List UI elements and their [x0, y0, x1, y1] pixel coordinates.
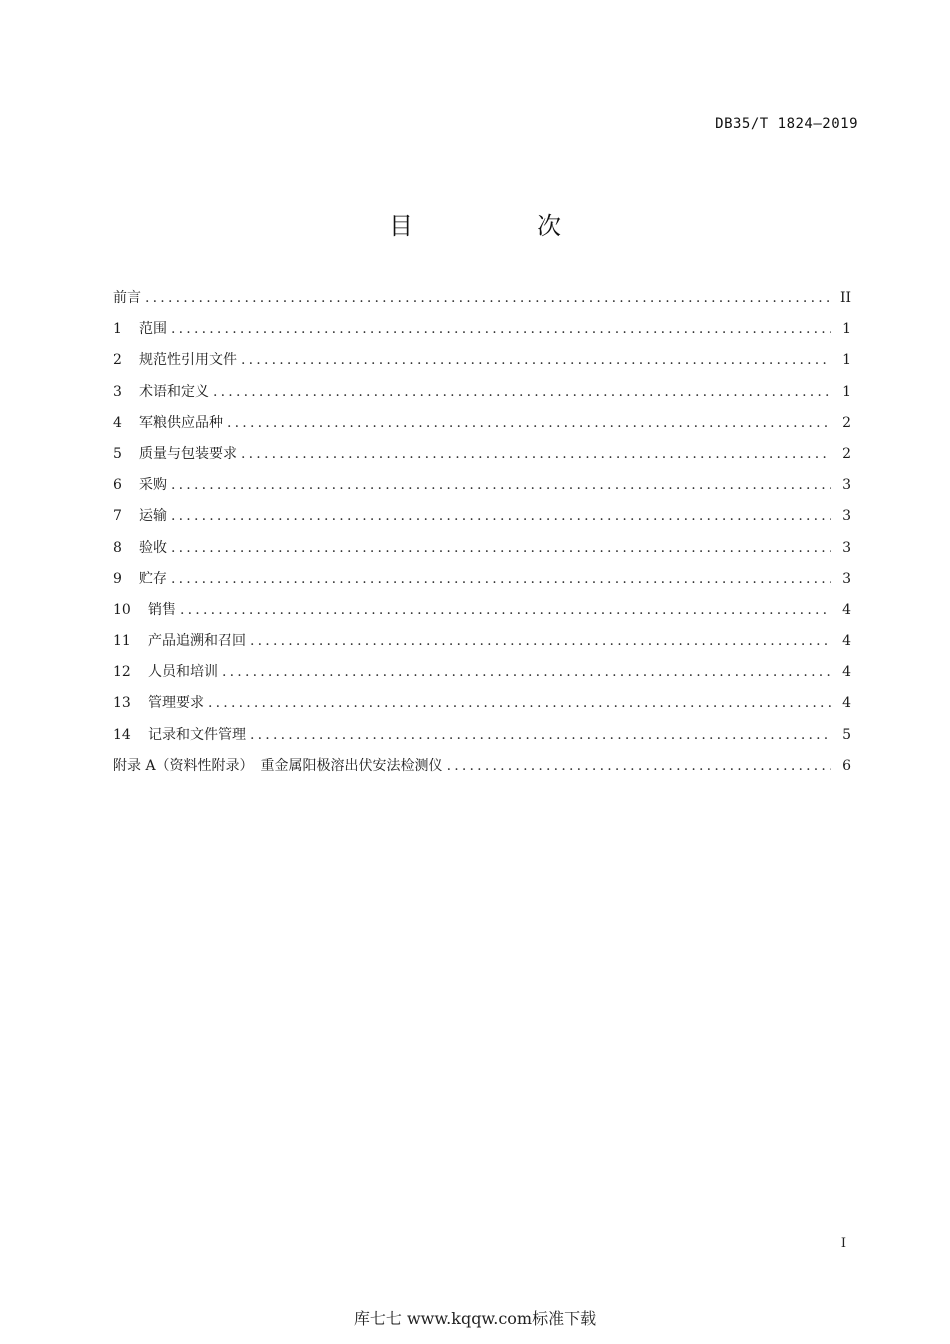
toc-number: 5 [113, 445, 122, 462]
toc-label: 销售 [148, 601, 176, 618]
toc-leader-dots [241, 350, 831, 370]
toc-entry-5[interactable] [113, 444, 851, 475]
toc-entry-11[interactable] [113, 631, 851, 662]
toc-number: 2 [113, 352, 122, 369]
toc-leader-dots [222, 662, 831, 682]
toc-entry-8[interactable] [113, 538, 851, 569]
toc-leader-dots [250, 631, 831, 651]
toc-page-number: 1 [842, 352, 851, 369]
toc-label: 产品追溯和召回 [148, 633, 246, 650]
standard-code: DB35/T 1824—2019 [715, 116, 858, 132]
toc-number: 9 [113, 570, 122, 587]
toc-leader-dots [208, 693, 831, 713]
toc-label: 运输 [139, 508, 167, 525]
toc-leader-dots [250, 725, 831, 745]
toc-page-number: 5 [842, 726, 851, 743]
toc-label: 范围 [139, 321, 167, 338]
toc-page-number: 6 [842, 757, 851, 774]
toc-page-number: 2 [842, 414, 851, 431]
toc-number: 10 [113, 601, 131, 618]
toc-leader-dots [171, 319, 831, 339]
toc-leader-dots [241, 444, 831, 464]
toc-number: 11 [113, 633, 131, 650]
toc-number: 8 [113, 539, 122, 556]
toc-number: 6 [113, 477, 122, 494]
toc-label: 附录 A（资料性附录） 重金属阳极溶出伏安法检测仪 [113, 757, 443, 774]
toc-number: 4 [113, 414, 122, 431]
toc-label: 质量与包装要求 [139, 445, 237, 462]
toc-entry-foreword[interactable] [113, 288, 851, 319]
toc-entry-13[interactable] [113, 693, 851, 724]
toc-label: 规范性引用文件 [139, 352, 237, 369]
toc-page-number: 1 [842, 321, 851, 338]
toc-leader-dots [447, 756, 831, 776]
toc-entry-1[interactable] [113, 319, 851, 350]
toc-label: 军粮供应品种 [139, 414, 223, 431]
toc-page-number: 4 [842, 664, 851, 681]
toc-label: 管理要求 [148, 695, 204, 712]
page-number: I [840, 1236, 846, 1251]
toc-entry-3[interactable] [113, 382, 851, 413]
toc-number: 12 [113, 664, 131, 681]
toc-number: 14 [113, 726, 131, 743]
toc-entry-appendix-a[interactable] [113, 756, 851, 787]
toc-label: 贮存 [139, 570, 167, 587]
toc-entry-12[interactable] [113, 662, 851, 693]
toc-number: 3 [113, 383, 122, 400]
toc-leader-dots [171, 569, 831, 589]
toc-label: 术语和定义 [139, 383, 209, 400]
toc-page-number: 4 [842, 601, 851, 618]
toc-leader-dots [145, 288, 831, 308]
toc-entry-10[interactable] [113, 600, 851, 631]
toc-label: 采购 [139, 477, 167, 494]
toc-leader-dots [227, 413, 831, 433]
toc-entry-2[interactable] [113, 350, 851, 381]
toc-leader-dots [171, 506, 831, 526]
page-title: 目 次 [389, 212, 611, 240]
toc-page-number: 1 [842, 383, 851, 400]
toc-page-number: II [839, 290, 851, 306]
toc-page-number: 3 [842, 508, 851, 525]
toc-label: 记录和文件管理 [148, 726, 246, 743]
toc-page-number: 3 [842, 539, 851, 556]
toc-leader-dots [171, 538, 831, 558]
toc-entry-6[interactable] [113, 475, 851, 506]
toc-label: 前言 [113, 290, 141, 306]
toc-number: 1 [113, 321, 122, 338]
toc-leader-dots [171, 475, 831, 495]
toc-entry-14[interactable] [113, 725, 851, 756]
toc-number: 13 [113, 695, 131, 712]
footer-watermark: 库七七 www.kqqw.com标准下载 [353, 1309, 597, 1328]
toc-label: 人员和培训 [148, 664, 218, 681]
toc-label: 验收 [139, 539, 167, 556]
toc-page-number: 2 [842, 445, 851, 462]
toc-page-number: 3 [842, 570, 851, 587]
table-of-contents [113, 288, 851, 787]
toc-leader-dots [213, 382, 831, 402]
toc-entry-4[interactable] [113, 413, 851, 444]
toc-page-number: 4 [842, 695, 851, 712]
toc-leader-dots [180, 600, 831, 620]
toc-page-number: 4 [842, 633, 851, 650]
toc-entry-7[interactable] [113, 506, 851, 537]
toc-page-number: 3 [842, 477, 851, 494]
toc-entry-9[interactable] [113, 569, 851, 600]
toc-number: 7 [113, 508, 122, 525]
